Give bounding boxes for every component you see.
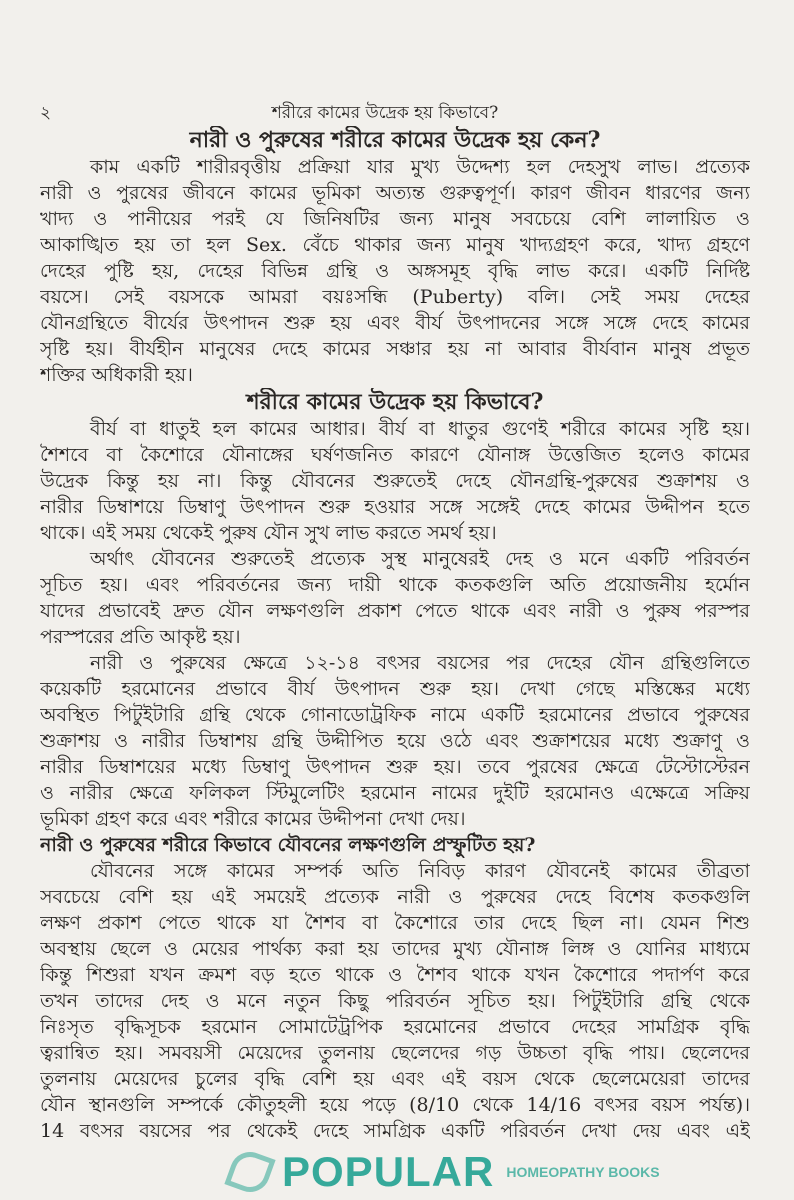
text-line: ত্বরান্বিত হয়। সমবয়সী মেয়েদের তুলনায় ছেলেদের গড় উচ্চতা বৃদ্ধি পায়। ছেলেদের	[40, 1042, 750, 1064]
text-line: অবস্থায় ছেলে ও মেয়ের পার্থক্য করা হয় তাদের মুখ্য যৌনাঙ্গ লিঙ্গ ও যোনির মাধ্যমে	[40, 938, 750, 960]
text-line: নারীর ডিম্বাশয়ে ডিম্বাণু উৎপাদন শুরু হওয়ার সঙ্গে সঙ্গেই দেহে কামের উদ্দীপন হতে	[40, 496, 750, 518]
text-line: যৌন স্থানগুলি সম্পর্কে কৌতুহলী হয়ে পড়ে (8/10 থেকে 14/16 বৎসর বয়স পর্যন্ত)।	[40, 1094, 750, 1116]
text-line: নারী ও পুরষের জীবনে কামের ভূমিকা অত্যন্ত গুরুত্বপূর্ণ। কারণ জীবন ধারণের জন্য	[40, 182, 750, 204]
text-line: লক্ষণ প্রকাশ পেতে থাকে যা শৈশব বা কৈশোরে তার দেহে ছিল না। যেমন শিশু	[40, 912, 750, 934]
section2-paragraph	[40, 650, 750, 832]
running-title: শরীরে কামের উদ্রেক হয় কিভাবে?	[271, 103, 499, 123]
section3-body	[40, 858, 750, 1144]
section2-paragraph	[40, 546, 750, 650]
text-line: নারী ও পুরুষের ক্ষেত্রে ১২-১৪ বৎসর বয়সের পর দেহের যৌন গ্রন্থিগুলিতে	[90, 652, 750, 674]
text-line: নারীর ডিম্বাশয়ের মধ্যে ডিম্বাণু উৎপাদন শুরু হয়। তবে পুরষের ক্ষেত্রে টেস্টোস্টেরন	[40, 756, 750, 778]
text-line: দেহের পুষ্টি হয়, দেহের বিভিন্ন গ্রন্থি ও অঙ্গসমূহ বৃদ্ধি লাভ করে। একটি নির্দিষ্ট	[40, 260, 750, 282]
text-line: তখন তাদের দেহ ও মনে নতুন কিছু পরিবর্তন সূচিত হয়। পিটুইটারি গ্রন্থি থেকে	[40, 990, 750, 1012]
text-line: ও নারীর ক্ষেত্রে ফলিকল স্টিমুলেটিং হরমোন নামের দুইটি হরমোনও এক্ষেত্রে সক্রিয়	[40, 782, 750, 804]
text-line: শুক্রাশয় ও নারীর ডিম্বাশয় গ্রন্থি উদ্দীপিত হয়ে ওঠে এবং শুক্রাশয়ের মধ্যে শুক্রাণু ও	[40, 730, 750, 752]
text-line: সৃষ্টি হয়। বীর্যহীন মানুষের দেহে কামের সঞ্চার হয় না আবার বীর্যবান মানুষ প্রভূত	[40, 338, 750, 360]
leaf-icon	[224, 1146, 275, 1197]
text-line: ভূমিকা গ্রহণ করে এবং শরীরে কামের উদ্দীপনা দেখা দেয়।	[40, 808, 466, 830]
running-header	[40, 100, 750, 126]
text-line: খাদ্য ও পানীয়ের পরই যে জিনিষটির জন্য মানুষ সবচেয়ে বেশি লালায়িত ও	[40, 208, 750, 230]
text-line: বয়সে। সেই বয়সকে আমরা বয়ঃসন্ধি (Puberty) বলি। সেই সময় দেহের	[40, 286, 750, 308]
text-line: নিঃসৃত বৃদ্ধিসূচক হরমোন সোমাটেট্রপিক হরমোনের প্রভাবে দেহের সামগ্রিক বৃদ্ধি	[40, 1016, 750, 1038]
text-line: কয়েকটি হরমোনের প্রভাবে বীর্য উৎপাদন শুরু হয়। দেখা গেছে মস্তিষ্কের মধ্যে	[40, 678, 750, 700]
page-number: ২	[40, 103, 52, 123]
text-line: থাকে। এই সময় থেকেই পুরুষ যৌন সুখ লাভ করতে সমর্থ হয়।	[40, 522, 497, 544]
text-line: উদ্রেক কিন্তু হয় না। কিন্তু যৌবনের শুরুতেই দেহে যৌনগ্রন্থি-পুরুষের শুক্রাশয় ও	[40, 470, 750, 492]
section-heading: শরীরে কামের উদ্রেক হয় কিভাবে?	[246, 389, 544, 415]
text-line: পরস্পরের প্রতি আকৃষ্ট হয়।	[40, 626, 241, 648]
text-line: বীর্য বা ধাতুই হল কামের আধার। বীর্য বা ধাতুর গুণেই শরীরে কামের সৃষ্টি হয়।	[90, 418, 750, 440]
text-line: শৈশবে বা কৈশোরে যৌনাঙ্গের ঘর্ষণজনিত কারণে যৌনাঙ্গ উত্তেজিত হলেও কামের	[40, 444, 750, 466]
text-line: যাদের প্রভাবেই দ্রুত যৌন লক্ষণগুলি প্রকাশ পেতে থাকে এবং নারী ও পুরুষ পরস্পর	[40, 600, 750, 622]
text-line: আকাঙ্খিত হয় তা হল Sex. বেঁচে থাকার জন্য মানুষ খাদ্যগ্রহণ করে, খাদ্য গ্রহণে	[40, 234, 750, 256]
text-line: সূচিত হয়। এবং পরিবর্তনের জন্য দায়ী থাকে কতকগুলি অতি প্রয়োজনীয় হর্মোন	[40, 574, 750, 596]
text-line: তুলনায় মেয়েদের চুলের বৃদ্ধি বেশি হয় এবং এই বয়স থেকে ছেলেমেয়েরা তাদের	[40, 1068, 750, 1090]
text-line: অর্থাৎ যৌবনের শুরুতেই প্রত্যেক সুস্থ মানুষেরই দেহ ও মনে একটি পরিবর্তন	[90, 548, 750, 570]
section2-paragraph	[40, 416, 750, 546]
text-line: সবচেয়ে বেশি হয় এই সময়েই প্রত্যেক নারী ও পুরুষের দেহে বিশেষ কতকগুলি	[40, 886, 750, 908]
text-line: শক্তির অধিকারী হয়।	[40, 364, 193, 386]
text-line: কাম একটি শারীরবৃত্তীয় প্রক্রিয়া যার মুখ্য উদ্দেশ্য হল দেহসুখ লাভ। প্রত্যেক	[90, 156, 750, 178]
section-heading: নারী ও পুরুষের শরীরে কামের উদ্রেক হয় কেন?	[189, 127, 601, 153]
text-line: কিন্তু শিশুরা যখন ক্রমশ বড় হতে থাকে ও শৈশব থাকে যখন কৈশোরে পদার্পণ করে	[40, 964, 750, 986]
section-heading: নারী ও পুরুষের শরীরে কিভাবে যৌবনের লক্ষণগুলি প্রস্ফুটিত হয়?	[40, 834, 536, 856]
watermark-brand: POPULAR	[282, 1148, 495, 1195]
section1-body	[40, 154, 750, 388]
text-line: যৌবনের সঙ্গে কামের সম্পর্ক অতি নিবিড় কারণ যৌবনেই কামের তীব্রতা	[90, 860, 750, 882]
text-line: অবস্থিত পিটুইটারি গ্রন্থি থেকে গোনাডোট্রফিক নামে একটি হরমোনের প্রভাবে পুরুষের	[40, 704, 750, 726]
watermark-sub: HOMEOPATHY BOOKS	[506, 1164, 660, 1180]
text-line: যৌনগ্রন্থিতে বীর্যের উৎপাদন শুরু হয় এবং বীর্য উৎপাদনের সঙ্গে সঙ্গে দেহে কামের	[40, 312, 750, 334]
watermark-logo	[230, 1148, 750, 1196]
text-line: 14 বৎসর বয়সের পর থেকেই দেহে সামগ্রিক একটি পরিবর্তন দেখা দেয় এবং এই	[40, 1120, 750, 1142]
book-page	[40, 100, 750, 1144]
